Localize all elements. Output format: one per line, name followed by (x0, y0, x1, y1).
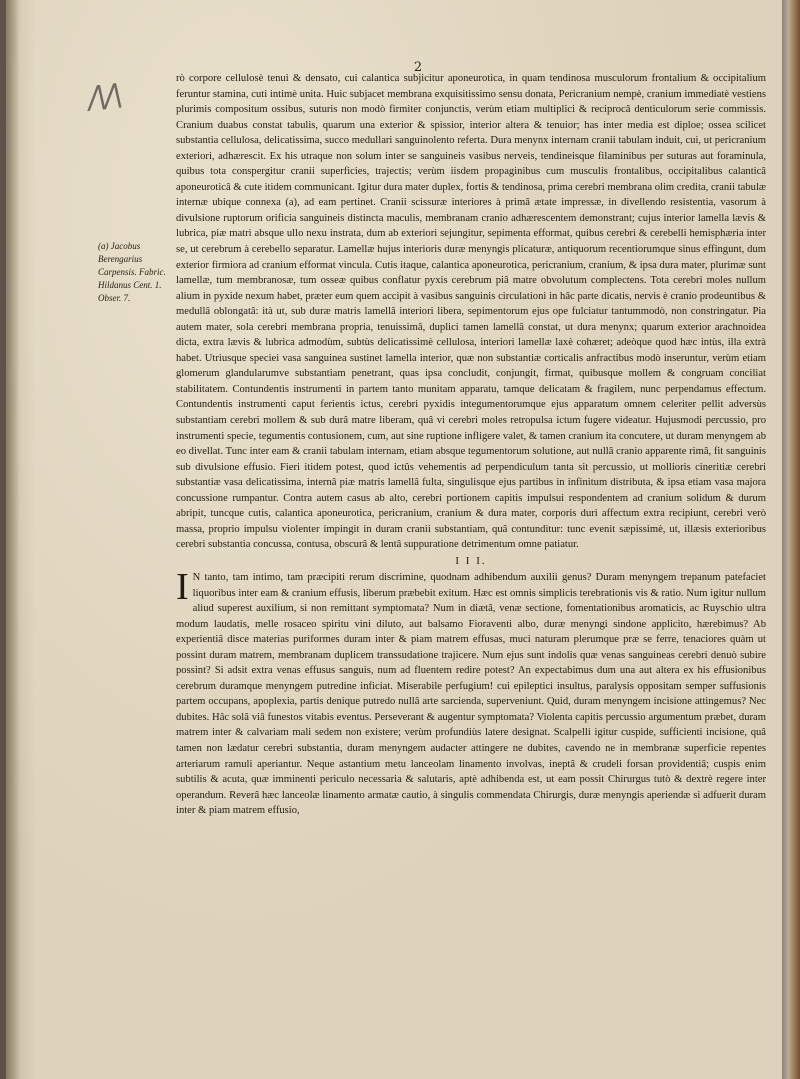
gutter-shadow (6, 0, 20, 1079)
book-page (6, 0, 782, 1079)
paragraph-continued: rò corpore cellulosè tenui & densato, cui calantica subjicitur aponeurotica, in quam tendinosa musculorum frontalium & occipitalium feruntur stamina, cuti intimè unita. Huic subjacet membrana exquisitissimo sensu donata, Pericranium nempè, cranium immediatè vestiens plurimis compositum ossibus, suturis non modò firmiter conjunctis, verùm etiam multiplici & reciprocâ denticulorum serie commissis. Cranium duabus constat tabulis, quarum una exterior & spissior, interior altera & tenuior; has inter media est diploe; ossea scilicet substantia cellulosa, delicatissima, succo medullari sanguinolento referta. Dura menynx internam cranii tabulam induit, cui, ut pericranium exteriori, adhærescit. Ex his utraque non solum inter se sanguineis vasibus nerveis, tendineisque filaminibus per suturas aut foraminula, quibus tota conspergitur cranii superficies, trajectis; verùm iisdem propaginibus cum musculis frontalibus, occipitalibus calanticâ aponeuroticâ & cute itidem communicant. Igitur dura mater duplex, fortis & tendinosa, prima cerebri membrana olim credita, cranii tabulæ internæ ubique connexa (a), ad eam pertinet. Cranii scissuræ interiores à primâ ætate impressæ, in divellendo resistentia, vasorum à divulsione ruptorum orificia sanguineis distincta maculis, membranam cranio adhærescentem demonstrant; cujus interior lamella lævis & lubrica, piæ matri absque ullo nexu instrata, dum ab exteriori sejungitur, sepimenta efformat, quibus cerebri & cerebelli hemisphæria inter se, ut cerebrum à cerebello separatur. Lamellæ hujus interioris duræ menyngis plicaturæ, antiquorum recentiorumque sinus effingunt, dum exterior firmiora ad cranium efformat vincula. Cutis itaque, calantica aponeurotica, pericranium, cranium, & ipsa dura mater, plurimæ sunt lamellæ, tum membranosæ, tum osseæ quibus conflatur pyxis cerebrum piâ matre obvolutum complectens. Tota cerebri moles nullum alium in pyxide nexum habet, præter eum quem accipit à vasibus sanguinis circulationi in hâc parte dicatis, nervis è cranio prodeuntibus & medullâ oblongatâ: ità ut, sub duræ matris lamellâ interiori libera, sepimentorum ejus ope fulciatur tantummodò, non constringatur. Pia autem mater, sola cerebri membrana propria, tenuissimâ, duplici tamen lamellâ constat, ut dura menynx; quarum exterior arachnoidea dicta, extra lævis & lubrica admodùm, subtùs delicatissimè cellulosa, interiori lamellæ laxè cohæret; adeòque quod hæc intùs, illa extrà habet. Utriusque speciei vasa sanguinea sustinet lamella interior, quæ non substantiæ corticalis anfractibus modò inseruntur, verùm etiam glomerum glandularumve substantiam penetrant, quas ipsa concludit, conjungit, firmat, quibusque mollem & congruam conciliat stabilitatem. Contundentis instrumenti in partem tanto munitam apparatu, tamque delicatam & fragilem, nunc perpendamus effectum. Contundentis instrumenti caput ferientis ictus, cerebri pyxidis integumentorumque ejus apparatum omnem celeriter pellit adversùs substantiam cerebri mollem & sub durâ matre liberam, quâ vi cerebri moles retropulsa ictum fugere videatur. Hujusmodi percussio, pro instrumenti specie, tegumentis contusionem, cum, aut sine ruptione infligere valet, & tamen cranium ita concutere, ut duram menyngem ab eo divellat. Tunc inter eam & cranii tabulam internam, etiam absque tegumentorum solutione, aut nullâ cranio apparente rimâ, fit sanguinis sub divulsione effusio. Fieri itidem potest, quod ictûs vehementis ad perpendiculum tanta sit percussio, ut mollioris cineritiæ cerebri substantiæ vasa delicatissima, internâ piæ matris lamellâ fulta, singulisque ejus partibus in infinitum distributa, & ipsa etiam vasa majora concussione rumpantur. Contra autem casus ab alto, cerebri portionem capitis impulsui respondentem ad cranium solidum & durum abripit, tuncque cutis, calantica aponeurotica, pericranium, cranium & dura mater, corporis duri affectum extra recipiunt, cerebri verò massa, proprio impulsu violenter impingit in duram cranii substantiam, quâ contunditur: tunc evenit sæpissimè, ut, illæsis exterioribus cerebri substantia concussa, contusa, obscurâ & lentâ suppuratione detrimentum omne patiatur. (176, 73, 766, 551)
paragraph-section-three (176, 565, 766, 819)
paragraph-text: N tanto, tam intimo, tam præcipiti rerum discrimine, quodnam adhibendum auxilii genus? Duram menyngem trepanum patefaciet liquoribus inter eam & cranium effusis, liberum præbebit exitum. Hæc est omnis simplicis terebrationis vis & ratio. Num igitur nullum aliud superest auxilium, si non remittant symptomata? Num in diætâ, venæ sectione, fomentationibus aromaticis, ac Ruyschio ultra modum laudatis, melle rosaceo spiritu vini diluto, aut balsamo Fioraventi albo, duræ menyngi sindone applicito, hærebimus? Ab experientiâ disce materias puriformes duram inter & piam matrem effusas, muci naturam plerumque præ se ferre, tenaciores quàm ut possint duram matrem, membranam duplicem transsudatione trajicere. Num ejus sunt indolis quæ venas sanguineas cerebri denuò subire possint? Si adsit extra venas effusus sanguis, num ad fluentem redire potest? An expectabimus dum una aut altera ex his effusionibus cerebrum duramque menyngem putredine inficiat. Miserabile perfugium! cui epileptici insultus, paralysis oppositam semper suffusionis partem occupans, apoplexia, partis denique putredo nullâ arte sarcienda, superveniunt. Quid, duram menyngem incisione attingemus? Nec dubites. Hâc solâ viâ funestos vitabis eventus. Perseverant & augentur symptomata? Violenta capitis percussio argumentum præbet, duram matrem inter & calvariam mali sedem non existere; verùm profundiùs latere designat. Scalpelli igitur cuspide, sufficienti incisione, quâ tamen non lædatur cerebri substantia, duram menyngem audacter attingere ne dubites, cavendo ne in membranæ superficie repentes arteriarum ramuli aperiantur. Neque astantium metu lanceolam linamento involvas, ineptâ & crudeli forsan providentiâ; cuspis enim subtilis & acuta, quæ imminenti periculo necessaria & salutaris, aptè adhibenda est, ut eam possit Chirurgus tutò & dextrè regere inter operandum. Reverâ hæc lanceolæ linamento armatæ cautio, à singulis commendata Chirurgis, duræ menyngis aperiendæ si adfuerit duram inter & piam matrem effusio, (176, 571, 766, 817)
margin-footnote: (a) Jacobus Berengarius Carpensis. Fabric. Hildanus Cent. 1. Obser. 7. (98, 241, 166, 303)
page-number: 2 (413, 60, 423, 75)
section-heading: I I I. (455, 554, 487, 567)
drop-cap: I (176, 565, 189, 608)
main-text-column (176, 71, 766, 819)
book-edge (782, 0, 800, 1079)
handwritten-margin-mark: /\/\ (86, 77, 123, 117)
